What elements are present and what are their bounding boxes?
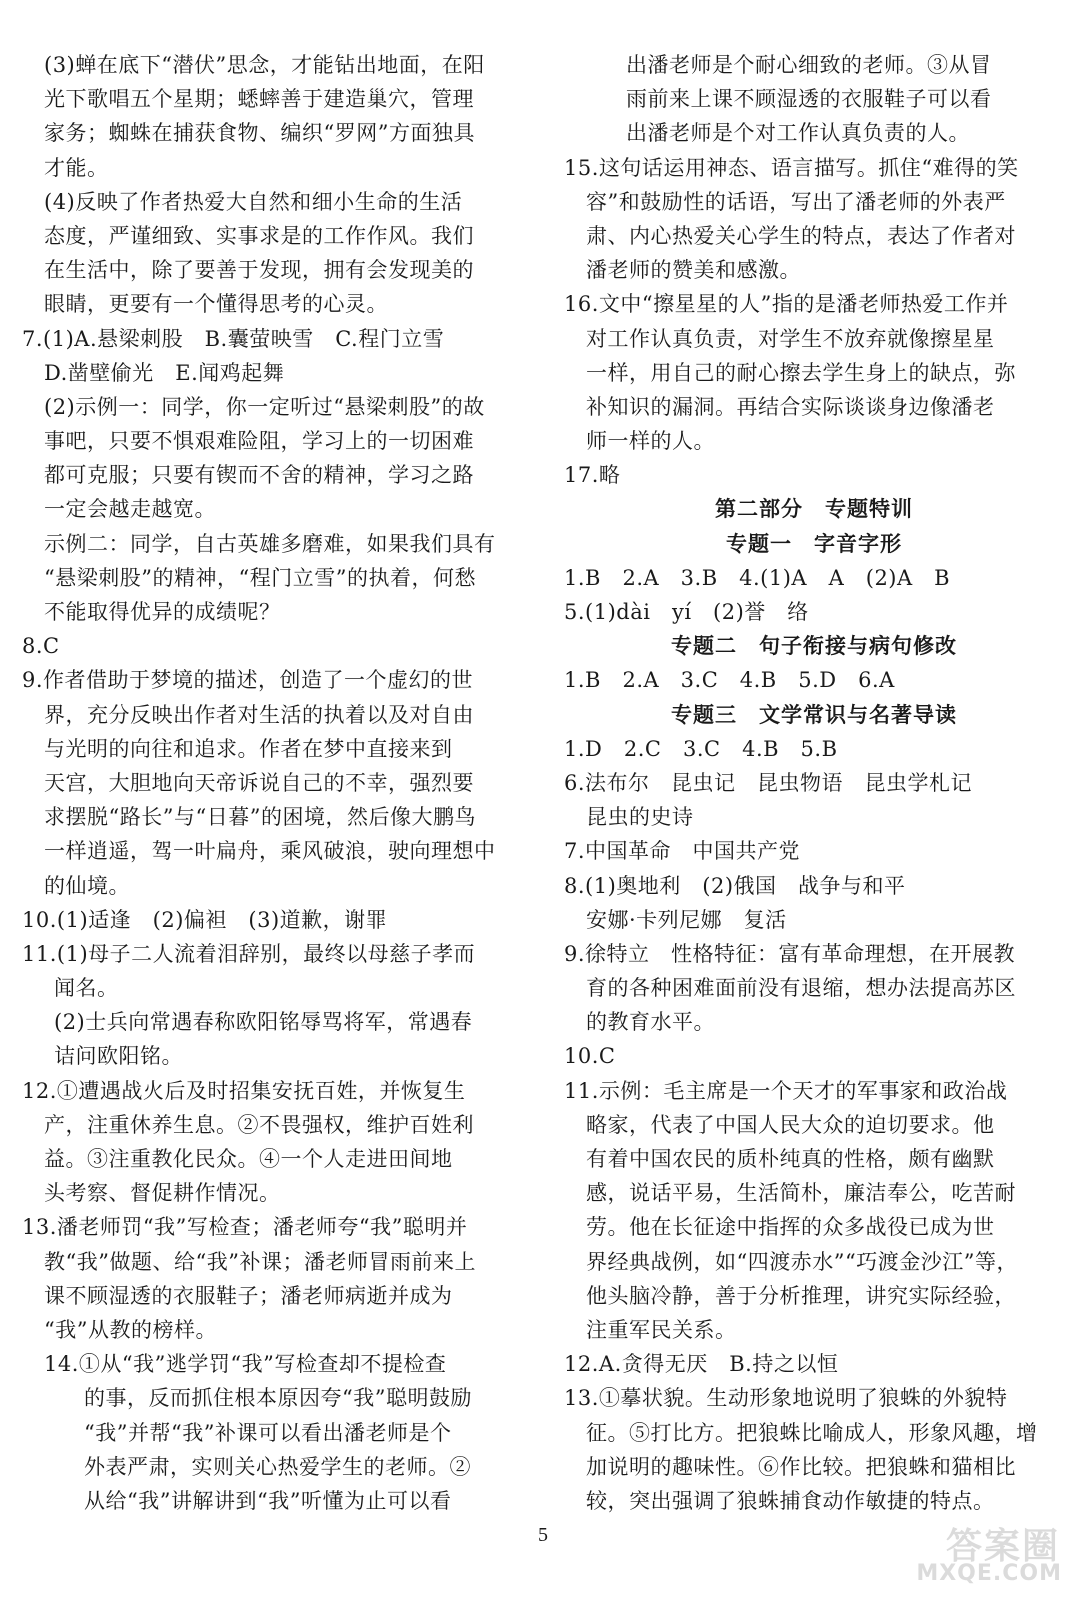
text-line: 的仙境。 <box>44 873 130 898</box>
section-heading: 第二部分 专题特训 <box>715 496 913 522</box>
text-line: 诘问欧阳铭。 <box>54 1044 183 1069</box>
text-line: 在生活中，除了要善于发现，拥有会发现美的 <box>44 258 474 283</box>
watermark-logo <box>876 1516 1066 1588</box>
text-line: 求摆脱“路长”与“日暮”的困境，然后像大鹏鸟 <box>44 805 476 830</box>
watermark-text: 答案圈 <box>945 1526 1060 1567</box>
text-line: “我”从教的榜样。 <box>44 1317 217 1342</box>
text-line: (2)士兵向常遇春称欧阳铭辱骂将军，常遇春 <box>54 1010 473 1035</box>
text-line: 一样逍遥，驾一叶扁舟，乘风破浪，驶向理想中 <box>44 839 496 864</box>
text-line: 加说明的趣味性。⑥作比较。把狼蛛和猫相比 <box>586 1454 1016 1479</box>
text-line: 补知识的漏洞。再结合实际谈谈身边像潘老 <box>586 394 995 419</box>
text-line: 有着中国农民的质朴纯真的性格，颇有幽默 <box>586 1147 995 1171</box>
text-line: 不能取得优异的成绩呢？ <box>44 600 281 624</box>
text-line: 一定会越走越宽。 <box>44 497 216 522</box>
text-line: (4)反映了作者热爱大自然和细小生命的生活 <box>44 189 463 214</box>
text-line: 育的各种困难面前没有退缩，想办法提高苏区 <box>586 976 1016 1001</box>
text-line: 出潘老师是个耐心细致的老师。③从冒 <box>626 53 992 77</box>
text-line: 雨前来上课不顾湿透的衣服鞋子可以看 <box>626 87 992 112</box>
text-line: 昆虫的史诗 <box>586 805 694 830</box>
section-heading: 专题一 字音字形 <box>726 530 902 556</box>
text-line: 他头脑冷静，善于分析推理，讲究实际经验， <box>586 1283 1016 1308</box>
text-line: 示例二：同学，自古英雄多磨难，如果我们具有 <box>44 531 496 556</box>
text-line: 闻名。 <box>54 976 119 1001</box>
text-line: 9.徐特立 性格特征：富有革命理想，在开展教 <box>564 941 1016 966</box>
text-line: 征。⑤打比方。把狼蛛比喻成人，形象风趣，增 <box>586 1420 1038 1445</box>
text-line: 注重军民关系。 <box>586 1317 737 1342</box>
text-line: 17.略 <box>564 463 621 488</box>
text-line: 12.A.贪得无厌 B.持之以恒 <box>564 1352 839 1377</box>
text-line: 的教育水平。 <box>586 1010 715 1035</box>
page-number: 5 <box>538 1524 548 1546</box>
text-line: 益。③注重教化民众。④一个人走进田间地 <box>44 1147 453 1171</box>
text-line: “我”并帮“我”补课可以看出潘老师是个 <box>84 1420 452 1445</box>
text-line: 出潘老师是个对工作认真负责的人。 <box>626 121 970 146</box>
text-line: 7.(1)A.悬梁刺股 B.囊萤映雪 C.程门立雪 <box>22 326 445 351</box>
text-line: 1.D 2.C 3.C 4.B 5.B <box>564 736 838 761</box>
text-line: 态度，严谨细致、实事求是的工作作风。我们 <box>44 223 474 248</box>
section-heading: 专题二 句子衔接与病句修改 <box>671 633 957 659</box>
text-line: 事吧，只要不惧艰难险阻，学习上的一切困难 <box>44 429 474 454</box>
text-line: 9.作者借助于梦境的描述，创造了一个虚幻的世 <box>22 668 474 693</box>
watermark-url: MXQE.COM <box>916 1561 1062 1586</box>
text-line: 容”和鼓励性的话语，写出了潘老师的外表严 <box>586 189 1006 214</box>
text-line: 安娜·卡列尼娜 复活 <box>586 907 787 932</box>
section-heading: 专题三 文学常识与名著导读 <box>671 701 957 727</box>
text-line: 家务；蜘蛛在捕获食物、编织“罗网”方面独具 <box>44 121 475 146</box>
text-line: 才能。 <box>44 155 109 180</box>
text-line: 感，说话平易，生活简朴，廉洁奉公，吃苦耐 <box>586 1181 1016 1206</box>
text-line: 略家，代表了中国人民大众的迫切要求。他 <box>586 1112 995 1137</box>
text-line: 产，注重休养生息。②不畏强权，维护百姓利 <box>44 1112 474 1137</box>
text-line: 外表严肃，实则关心热爱学生的老师。② <box>84 1454 471 1479</box>
text-line: 1.B 2.A 3.B 4.(1)A A (2)A B <box>564 565 951 590</box>
text-line: 11.(1)母子二人流着泪辞别，最终以母慈子孝而 <box>22 941 476 966</box>
text-line: D.凿壁偷光 E.闻鸡起舞 <box>44 360 285 385</box>
text-line: 8.C <box>22 634 60 659</box>
text-line: 天宫，大胆地向天帝诉说自己的不幸，强烈要 <box>44 770 474 795</box>
text-line: 6.法布尔 昆虫记 昆虫物语 昆虫学札记 <box>564 770 973 795</box>
text-line: 一样，用自己的耐心擦去学生身上的缺点，弥 <box>586 360 1016 385</box>
text-line: 课不顾湿透的衣服鞋子；潘老师病逝并成为 <box>44 1283 453 1308</box>
text-line: 较，突出强调了狼蛛捕食动作敏捷的特点。 <box>586 1488 995 1513</box>
text-line: 11.示例：毛主席是一个天才的军事家和政治战 <box>564 1078 1008 1103</box>
text-line: 教“我”做题、给“我”补课；潘老师冒雨前来上 <box>44 1249 476 1274</box>
text-line: (2)示例一：同学，你一定听过“悬梁刺股”的故 <box>44 394 485 419</box>
text-line: 12.①遭遇战火后及时招集安抚百姓，并恢复生 <box>22 1078 466 1103</box>
text-line: 的事，反而抓住根本原因夸“我”聪明鼓励 <box>84 1386 472 1411</box>
text-line: 5.(1)dài yí (2)誉 络 <box>564 600 809 624</box>
text-line: 界经典战例，如“四渡赤水”“巧渡金沙江”等， <box>586 1249 1018 1274</box>
text-line: 15.这句话运用神态、语言描写。抓住“难得的笑 <box>564 155 1019 180</box>
text-line: 13.潘老师罚“我”写检查；潘老师夸“我”聪明并 <box>22 1215 468 1240</box>
text-line: 都可克服；只要有锲而不舍的精神，学习之路 <box>44 463 474 488</box>
text-line: 14.①从“我”逃学罚“我”写检查却不提检查 <box>44 1352 447 1377</box>
text-line: 与光明的向往和追求。作者在梦中直接来到 <box>44 736 453 761</box>
text-line: 眼睛，更要有一个懂得思考的心灵。 <box>44 292 388 317</box>
text-line: 肃、内心热爱关心学生的特点，表达了作者对 <box>586 223 1016 248</box>
text-line: 16.文中“擦星星的人”指的是潘老师热爱工作并 <box>564 292 1009 317</box>
text-line: 对工作认真负责，对学生不放弃就像擦星星 <box>586 326 995 351</box>
right-column <box>564 48 1064 1518</box>
text-line: 1.B 2.A 3.C 4.B 5.D 6.A <box>564 668 895 693</box>
text-line: 劳。他在长征途中指挥的众多战役已成为世 <box>586 1215 995 1240</box>
text-line: 界，充分反映出作者对生活的执着以及对自由 <box>44 702 474 727</box>
text-line: 13.①摹状貌。生动形象地说明了狼蛛的外貌特 <box>564 1386 1008 1411</box>
text-line: (3)蝉在底下“潜伏”思念，才能钻出地面，在阳 <box>44 53 485 77</box>
text-line: 头考察、督促耕作情况。 <box>44 1181 281 1206</box>
text-line: 8.(1)奥地利 (2)俄国 战争与和平 <box>564 873 906 898</box>
text-line: “悬梁刺股”的精神，“程门立雪”的执着，何愁 <box>44 565 476 590</box>
text-line: 7.中国革命 中国共产党 <box>564 839 801 864</box>
text-line: 潘老师的赞美和感激。 <box>586 258 801 283</box>
text-line: 师一样的人。 <box>586 429 715 454</box>
text-line: 10.C <box>564 1044 616 1069</box>
text-line: 光下歌唱五个星期；蟋蟀善于建造巢穴，管理 <box>44 87 474 112</box>
text-line: 从给“我”讲解讲到“我”听懂为止可以看 <box>84 1488 452 1513</box>
text-line: 10.(1)适逢 (2)偏袒 (3)道歉，谢罪 <box>22 907 388 932</box>
left-column <box>22 48 532 1518</box>
